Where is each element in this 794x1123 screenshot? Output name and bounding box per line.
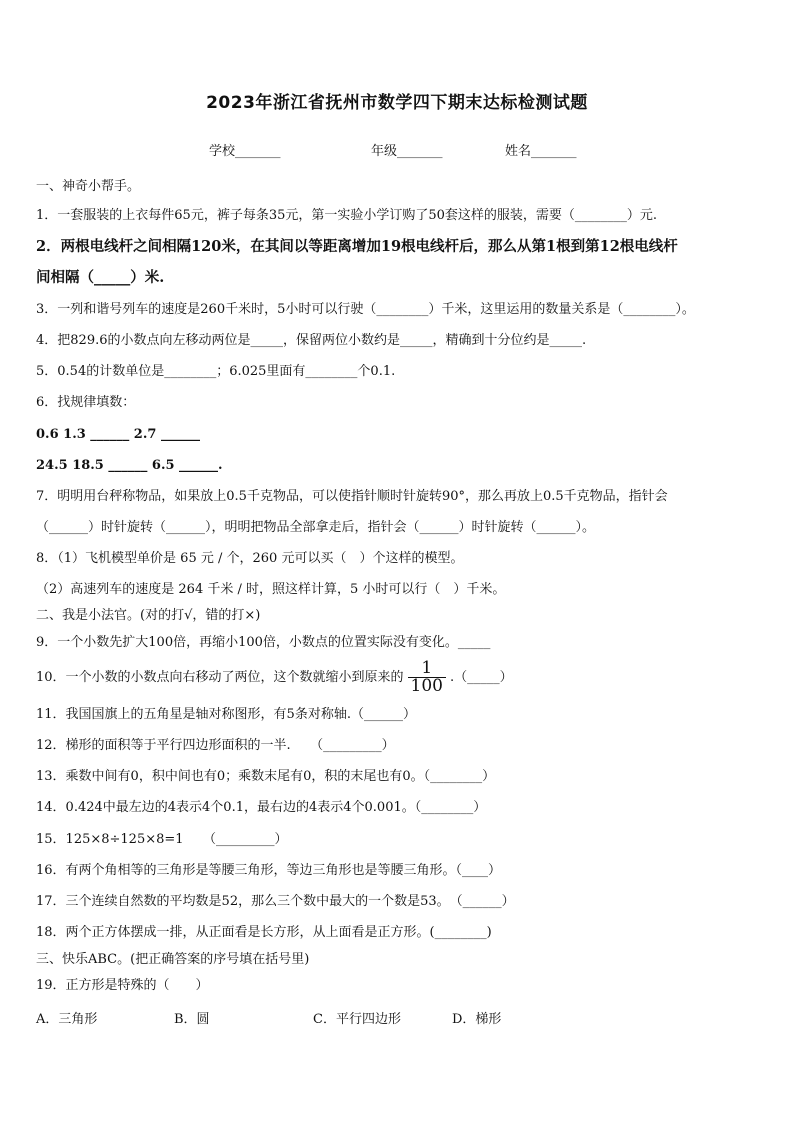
- question-4: 4．把829.6的小数点向左移动两位是_____，保留两位小数约是_____，精确到十分位约是_____.: [36, 333, 587, 348]
- fraction-denominator: 100: [410, 676, 443, 696]
- section-3-heading: 三、快乐ABC。(把正确答案的序号填在括号里): [36, 952, 310, 967]
- question-2-line-2: 间相隔（_____）米.: [36, 269, 165, 286]
- question-10-text: 10．一个小数的小数点向右移动了两位，这个数就缩小到原来的: [36, 670, 404, 685]
- page-title: 2023年浙江省抚州市数学四下期末达标检测试题: [206, 93, 588, 113]
- question-8-part-1: 8．（1）飞机模型单价是 65 元 / 个，260 元可以买（ ）个这样的模型。: [36, 551, 464, 566]
- question-9: 9．一个小数先扩大100倍，再缩小100倍，小数点的位置实际没有变化。_____: [36, 635, 491, 650]
- question-13: 13．乘数中间有0，积中间也有0；乘数末尾有0，积的末尾也有0。（________）: [36, 769, 496, 784]
- option-a: A．三角形: [36, 1012, 98, 1027]
- question-6-row-2: 24.5 18.5 ______ 6.5 ______.: [36, 458, 223, 473]
- question-7-line-2: （______）时针旋转（______），明明把物品全部拿走后，指针会（______）时针旋转（______）。: [36, 520, 596, 535]
- fraction-one-hundredth: [408, 660, 446, 695]
- question-10-answer: .（_____）: [450, 670, 513, 685]
- school-field: 学校_______: [209, 144, 281, 159]
- option-c: C．平行四边形: [313, 1012, 401, 1027]
- question-3: 3．一列和谐号列车的速度是260千米时，5小时可以行驶（________）千米，这里运用的数量关系是（________）。: [36, 302, 695, 317]
- section-2-heading: 二、我是小法官。(对的打√，错的打×): [36, 608, 261, 623]
- fraction-numerator: 1: [408, 660, 446, 678]
- question-16: 16．有两个角相等的三角形是等腰三角形，等边三角形也是等腰三角形。（____）: [36, 863, 502, 878]
- section-1-heading: 一、神奇小帮手。: [36, 179, 141, 194]
- question-18: 18．两个正方体摆成一排，从正面看是长方形，从上面看是正方形。(________): [36, 925, 492, 940]
- question-14: 14．0.424中最左边的4表示4个0.1，最右边的4表示4个0.001。（________）: [36, 800, 487, 815]
- question-17: 17．三个连续自然数的平均数是52，那么三个数中最大的一个数是53。 （______）: [36, 894, 515, 909]
- question-10: [36, 660, 513, 696]
- option-b: B．圆: [174, 1012, 210, 1027]
- question-6-row-1: 0.6 1.3 ______ 2.7 ______: [36, 427, 200, 442]
- option-d: D．梯形: [452, 1012, 502, 1027]
- question-12: 12．梯形的面积等于平行四边形面积的一半. （_________）: [36, 738, 395, 753]
- question-2-line-1: 2．两根电线杆之间相隔120米，在其间以等距离增加19根电线杆后，那么从第1根到第12根电线杆: [36, 238, 678, 255]
- question-7-line-1: 7．明明用台秤称物品，如果放上0.5千克物品，可以使指针顺时针旋转90°，那么再放上0.5千克物品，指针会: [36, 489, 668, 504]
- name-field: 姓名_______: [505, 144, 577, 159]
- question-1: 1．一套服装的上衣每件65元，裤子每条35元，第一实验小学订购了50套这样的服装，需要（________）元.: [36, 208, 658, 223]
- question-8-part-2: （2）高速列车的速度是 264 千米 / 时，照这样计算，5 小时可以行（ ）千米。: [36, 582, 506, 597]
- question-19: 19．正方形是特殊的（ ）: [36, 978, 209, 993]
- question-6: 6．找规律填数：: [36, 395, 136, 410]
- question-15: 15．125×8÷125×8=1 （_________）: [36, 832, 288, 847]
- question-5: 5．0.54的计数单位是________；6.025里面有________个0.1.: [36, 364, 396, 379]
- question-11: 11．我国国旗上的五角星是轴对称图形，有5条对称轴.（______）: [36, 707, 416, 722]
- grade-field: 年级_______: [371, 144, 443, 159]
